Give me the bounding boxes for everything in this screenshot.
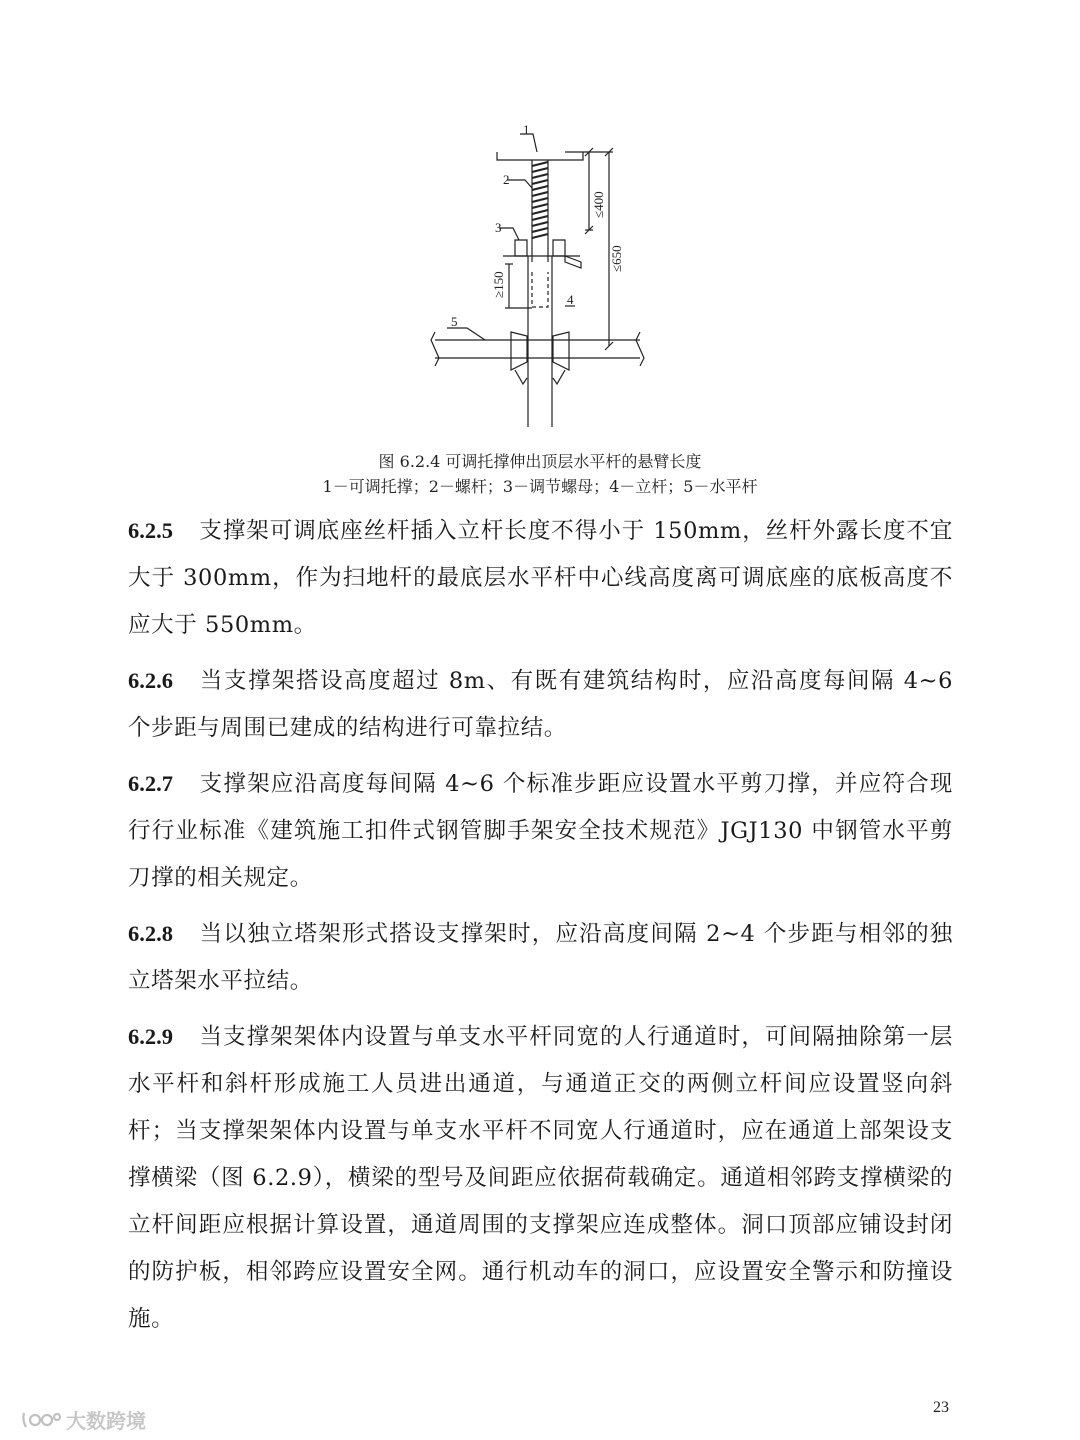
label-1: 1	[523, 122, 530, 137]
figure-drawing	[415, 122, 655, 442]
leader-3	[499, 228, 519, 240]
clause-text: 支撑架应沿高度每间隔 4~6 个标准步距应设置水平剪刀撑，并应符合现行行业标准《建筑施工扣件式钢管脚手架安全技术规范》JGJ130 中钢管水平剪刀撑的相关规定。	[128, 771, 953, 891]
screw-inside	[532, 272, 548, 307]
clause-6-2-9	[128, 1013, 953, 1343]
connector-right	[553, 332, 569, 370]
clause-text: 当以独立塔架形式搭设支撑架时，应沿高度间隔 2~4 个步距与相邻的独立塔架水平拉结。	[128, 921, 953, 994]
nut-right	[553, 240, 565, 256]
leader-5	[447, 328, 485, 340]
clause-number: 6.2.8	[128, 921, 173, 946]
clause-number: 6.2.7	[128, 771, 173, 796]
watermark-text: 大数跨境	[66, 1409, 146, 1433]
clause-text: 当支撑架架体内设置与单支水平杆同宽的人行通道时，可间隔抽除第一层水平杆和斜杆形成施工人员进出通道，与通道正交的两侧立杆间应设置竖向斜杆；当支撑架架体内设置与单支水平杆不同宽人行通道时，应在通道上部架设支撑横梁（图 6.2.9），横梁的型号及间距应依据荷载确定。通道相邻跨支撑横梁的立杆间距应根据计算设置，通道周围的支撑架应连成整体。洞口顶部应铺设封闭的防护板，相邻跨应设置安全网。通行机动车的洞口，应设置安全警示和防撞设施。	[128, 1024, 953, 1332]
clause-number: 6.2.6	[128, 668, 173, 693]
label-4: 4	[567, 292, 574, 307]
clause-6-2-8	[128, 910, 953, 1005]
label-5: 5	[451, 314, 458, 329]
label-3: 3	[495, 220, 502, 235]
clause-6-2-6	[128, 657, 953, 752]
screw-thread	[532, 162, 548, 238]
dim-150: ≥150	[491, 271, 506, 298]
label-2: 2	[503, 172, 510, 187]
leader-2	[507, 180, 532, 188]
clause-number: 6.2.9	[128, 1024, 173, 1049]
wedge-left	[515, 370, 527, 384]
watermark	[20, 1405, 146, 1434]
figure-adjustable-support	[415, 122, 655, 442]
clause-text: 当支撑架搭设高度超过 8m、有既有建筑结构时，应沿高度每间隔 4~6 个步距与周围已建成的结构进行可靠拉结。	[128, 668, 953, 741]
nut-wing	[565, 256, 581, 268]
figure-caption-title: 图 6.2.4 可调托撑伸出顶层水平杆的悬臂长度	[378, 452, 702, 471]
nut-left	[515, 240, 527, 256]
dim-650: ≤650	[609, 245, 624, 272]
connector-left	[511, 332, 527, 370]
ledger-break-right	[636, 332, 644, 366]
clause-6-2-5	[128, 507, 953, 649]
clause-number: 6.2.5	[128, 518, 173, 543]
dim-400: ≤400	[591, 191, 606, 218]
clause-text: 支撑架可调底座丝杆插入立杆长度不得小于 150mm，丝杆外露长度不宜大于 300mm，作为扫地杆的最底层水平杆中心线高度离可调底座的底板高度不应大于 550mm。	[128, 518, 953, 638]
page-number: 23	[933, 1399, 949, 1416]
ledger-break-left	[431, 332, 439, 366]
wedge-right	[553, 370, 565, 384]
watermark-logo-icon	[20, 1407, 62, 1433]
u-head	[497, 152, 583, 160]
clause-list	[128, 507, 953, 1351]
figure-caption-legend: 1－可调托撑；2－螺杆；3－调节螺母；4－立杆；5－水平杆	[322, 477, 758, 496]
clause-6-2-7	[128, 760, 953, 902]
